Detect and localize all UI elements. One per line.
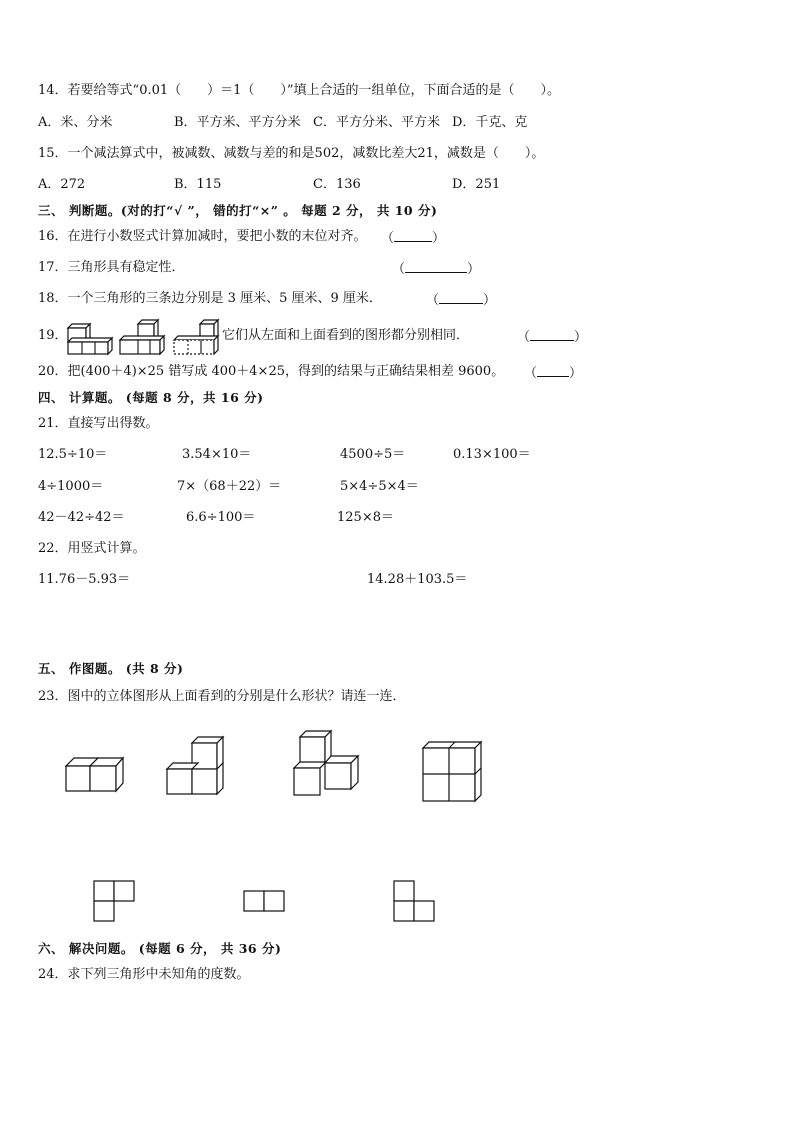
q14-option-a[interactable]: A．米、分米	[38, 115, 113, 130]
q21-item: 12.5÷10＝	[38, 447, 108, 462]
q19-solid-2	[118, 316, 168, 356]
q22-item-2: 14.28＋103.5＝	[367, 572, 468, 587]
q19-answer[interactable]: （ ）	[517, 327, 587, 347]
q23-solid-3[interactable]	[292, 728, 362, 798]
q17-text: 17．三角形具有稳定性．	[38, 260, 185, 275]
section-4-title: 四、 计算题。 (每题 8 分，共 16 分)	[38, 390, 264, 405]
q21-item: 5×4÷5×4＝	[340, 479, 419, 494]
section-3-title: 三、 判断题。(对的打“√ ”， 错的打“×” 。 每题 2 分， 共 10 分)	[38, 203, 438, 218]
q19-number: 19．	[38, 328, 68, 343]
q21-item: 42－42÷42＝	[38, 510, 125, 525]
q14-option-b[interactable]: B．平方米、平方分米	[174, 115, 301, 130]
section-6-title: 六、 解决问题。 (每题 6 分， 共 36 分)	[38, 941, 282, 956]
q15-option-b[interactable]: B．115	[174, 177, 222, 192]
q21-text: 21．直接写出得数。	[38, 416, 159, 431]
q23-solid-1[interactable]	[64, 748, 126, 794]
q22-text: 22．用竖式计算。	[38, 541, 146, 556]
q15-option-c[interactable]: C．136	[313, 177, 361, 192]
q19-text: 它们从左面和上面看到的图形都分别相同．	[222, 328, 470, 343]
q18-answer[interactable]: （ ）	[426, 290, 496, 310]
q14-text: 14．若要给等式“0.01（ ）＝1（ ）”填上合适的一组单位，下面合适的是（ ）。	[38, 83, 561, 98]
q21-item: 3.54×10＝	[182, 447, 252, 462]
q16-text: 16．在进行小数竖式计算加减时，要把小数的末位对齐。	[38, 229, 367, 244]
q23-view-2[interactable]	[243, 890, 287, 914]
q21-item: 0.13×100＝	[453, 447, 531, 462]
q14-option-d[interactable]: D．千克、克	[452, 115, 528, 130]
q16-answer[interactable]: （ ）	[381, 228, 445, 248]
q17-answer[interactable]: （ ）	[392, 259, 480, 279]
q19-solid-3	[172, 316, 222, 356]
q21-item: 7×（68＋22）＝	[177, 479, 282, 494]
q23-view-3[interactable]	[393, 880, 437, 924]
q20-text: 20．把(400＋4)×25 错写成 400＋4×25，得到的结果与正确结果相差 9600。	[38, 364, 505, 379]
q23-view-1[interactable]	[93, 880, 137, 924]
q21-item: 4500÷5＝	[340, 447, 406, 462]
q20-answer[interactable]: （ ）	[524, 363, 582, 383]
q14-option-c[interactable]: C．平方分米、平方米	[313, 115, 440, 130]
q15-option-a[interactable]: A．272	[38, 177, 86, 192]
q23-solid-4[interactable]	[421, 740, 485, 804]
q19-solid-1	[66, 318, 116, 356]
q23-solid-2[interactable]	[165, 734, 227, 796]
section-5-title: 五、 作图题。 (共 8 分)	[38, 661, 184, 676]
q15-text: 15．一个减法算式中，被减数、减数与差的和是502，减数比差大21，减数是（ ）。	[38, 146, 545, 161]
q15-option-d[interactable]: D．251	[452, 177, 501, 192]
q24-text: 24．求下列三角形中未知角的度数。	[38, 967, 250, 982]
q22-item-1: 11.76－5.93＝	[38, 572, 131, 587]
q21-item: 4÷1000＝	[38, 479, 104, 494]
q23-text: 23．图中的立体图形从上面看到的分别是什么形状？请连一连．	[38, 689, 406, 704]
q18-text: 18．一个三角形的三条边分别是 3 厘米、5 厘米、9 厘米．	[38, 291, 382, 306]
q21-item: 6.6÷100＝	[186, 510, 256, 525]
q21-item: 125×8＝	[337, 510, 394, 525]
